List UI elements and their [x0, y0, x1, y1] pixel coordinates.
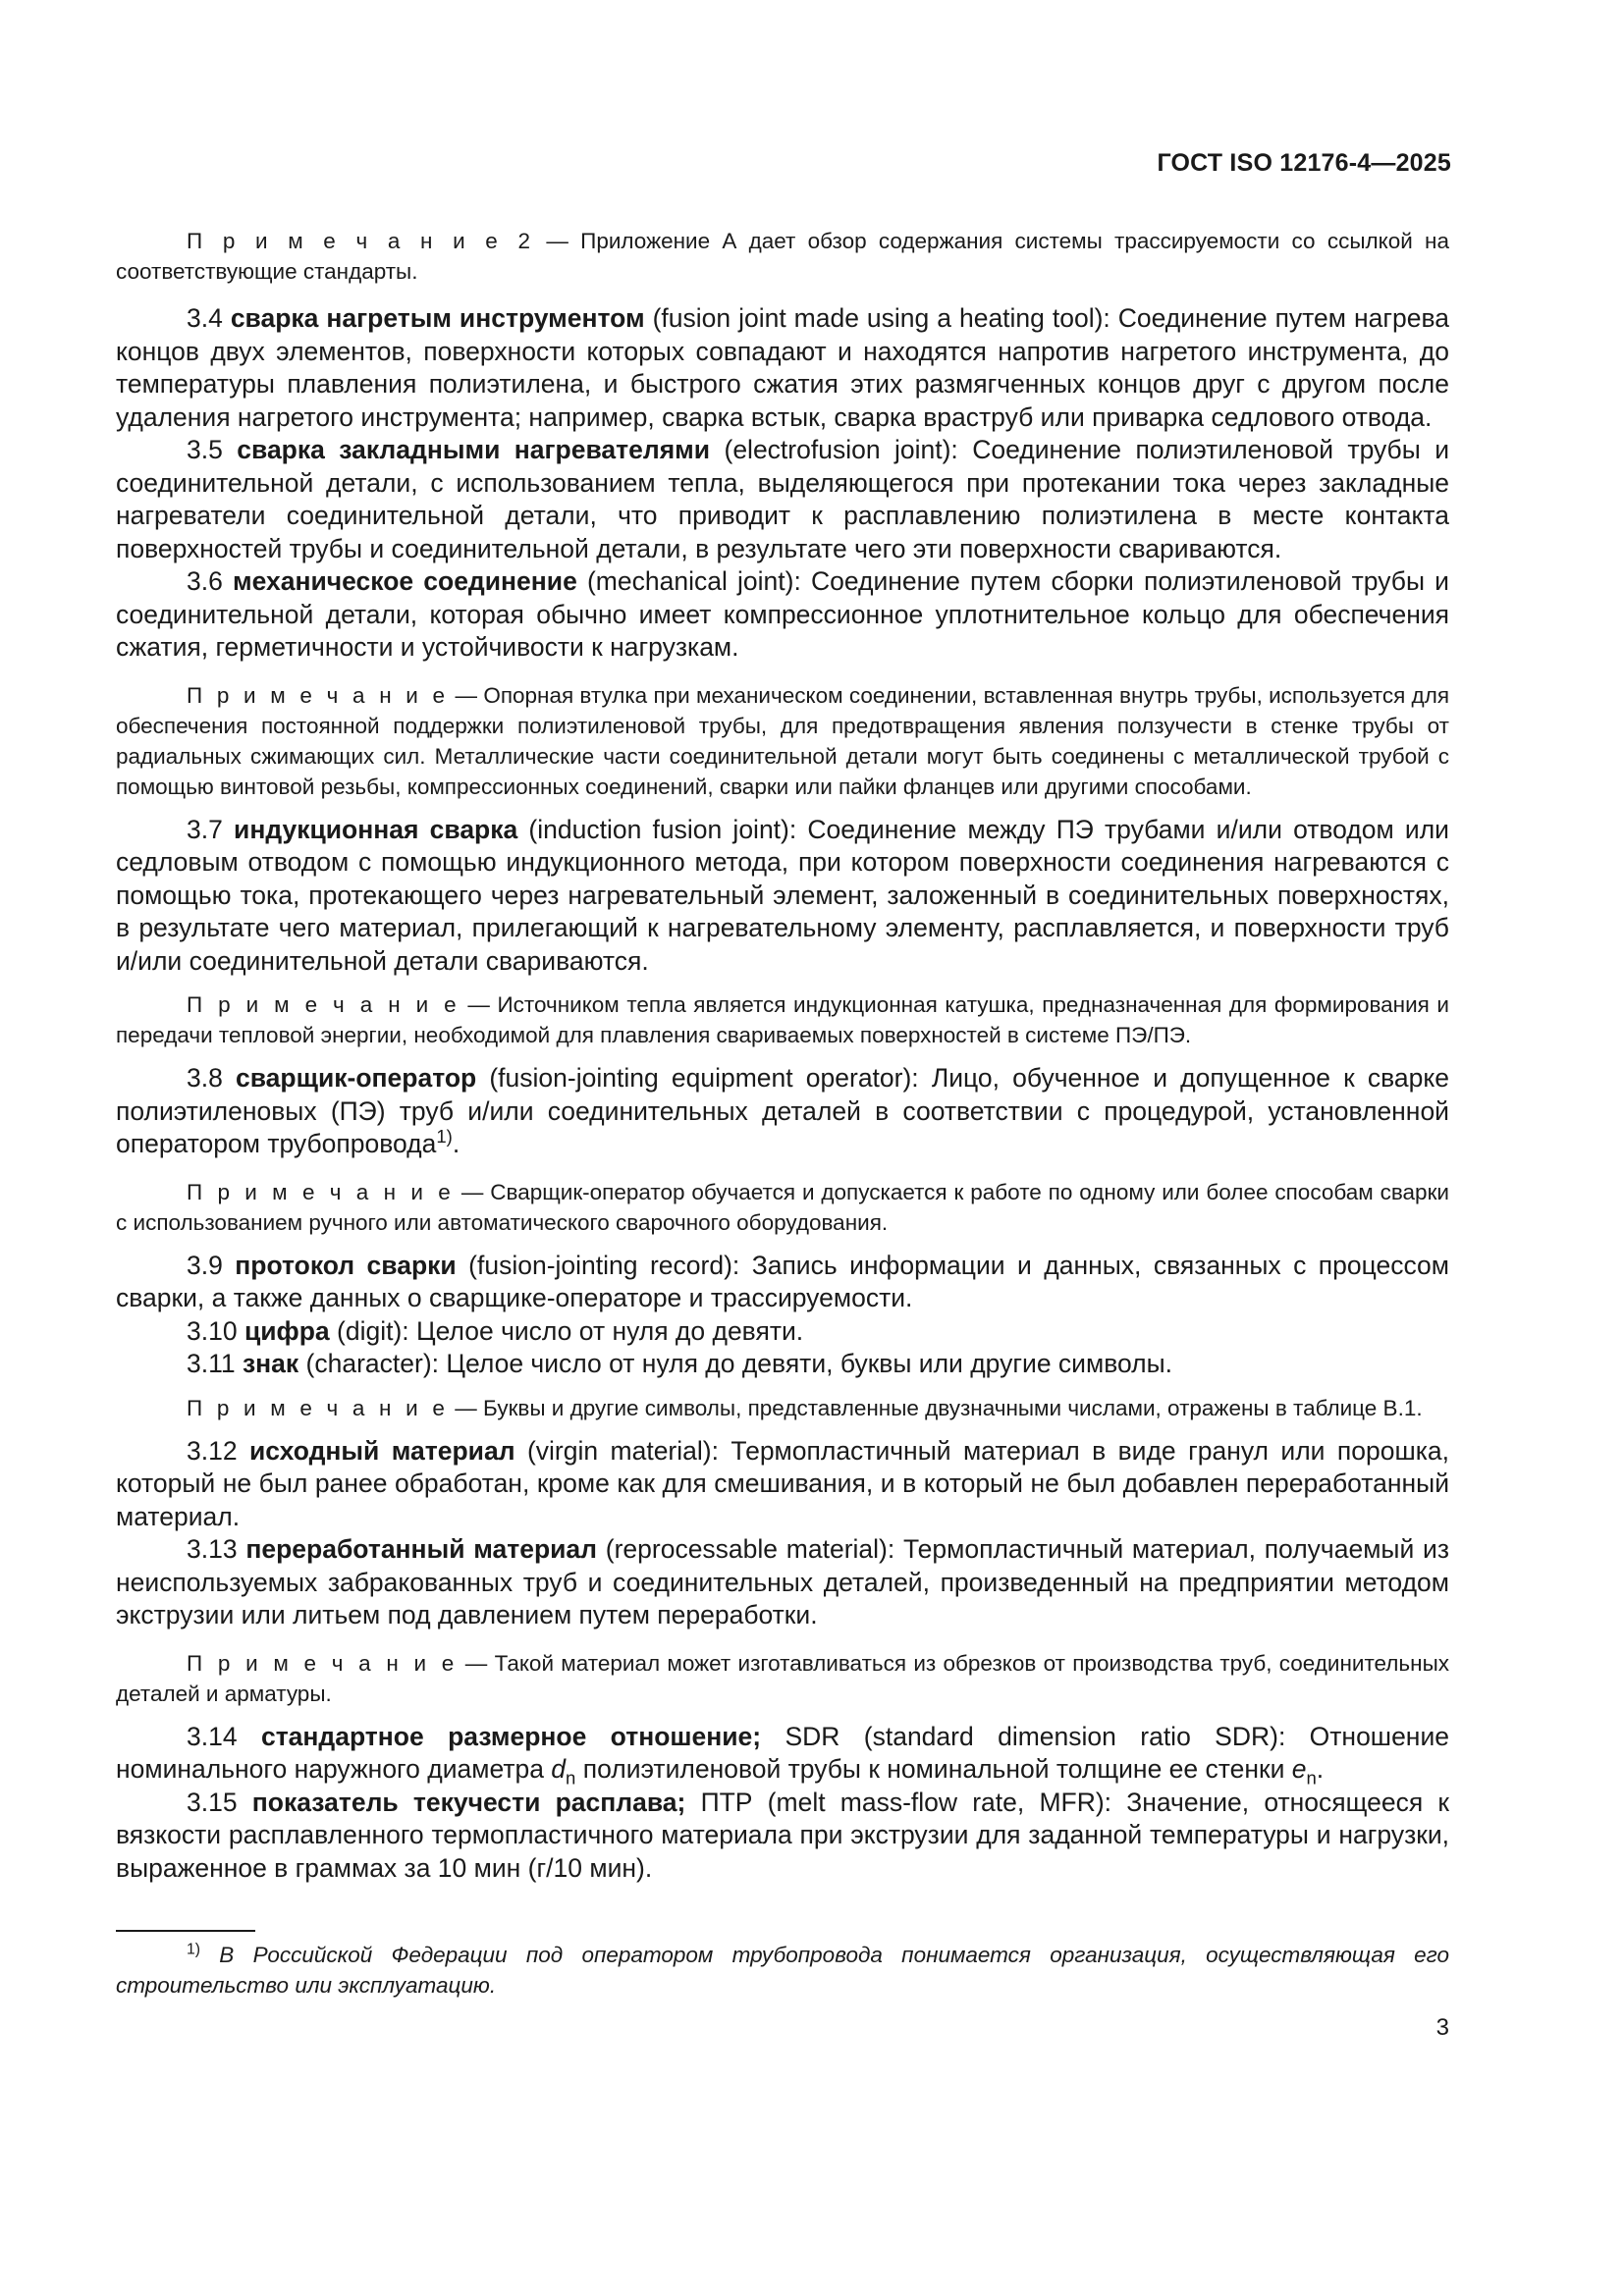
term-name: сварщик-оператор: [236, 1063, 477, 1093]
term-3-15: [116, 1787, 1449, 1886]
term-number: 3.4: [187, 303, 231, 333]
note-text: — Такой материал может изготавливаться из обрезков от производства труб, соединительных деталей и арматуры.: [116, 1650, 1450, 1706]
term-number: 3.5: [187, 435, 238, 464]
note-3-7: [116, 989, 1449, 1050]
term-3-4: [116, 302, 1449, 434]
term-number: 3.10: [187, 1315, 244, 1346]
term-name: сварка закладными нагревателями: [237, 435, 711, 464]
note-3-11: [116, 1393, 1449, 1423]
term-number: 3.7: [187, 814, 235, 844]
symbol-d: d: [551, 1754, 567, 1784]
footnote-mark: 1): [187, 1941, 201, 1958]
document-body: [116, 226, 1449, 1885]
term-number: 3.14: [187, 1721, 261, 1751]
note-label: П р и м е ч а н и е: [187, 1650, 459, 1676]
footnote-text: В Российской Федерации под оператором трубопровода понимается организация, осуществляющая его строительство или эксплуатацию.: [116, 1943, 1449, 1998]
term-tail: .: [1316, 1754, 1325, 1784]
term-name: цифра: [244, 1315, 330, 1346]
term-definition: (virgin material): Термопластичный материал в виде гранул или порошка, который не был ранее обработан, кроме как для смешивания, и в который не был добавлен переработанный материал.: [116, 1435, 1449, 1531]
note-text: — Сварщик-оператор обучается и допускается к работе по одному или более способам сварки с использованием ручного или автоматического сварочного оборудования.: [116, 1179, 1449, 1235]
term-number: 3.8: [187, 1063, 236, 1093]
term-definition: (digit): Целое число от нуля до девяти.: [329, 1315, 804, 1346]
term-definition: ПТР (melt mass-flow rate, MFR): Значение, относящееся к вязкости расплавленного термопластичного материала при экструзии для заданной температуры и нагрузки, выраженное в граммах за 10 мин (г/10 мин).: [116, 1787, 1449, 1883]
note-2: [116, 226, 1449, 287]
term-name: показатель текучести расплава;: [251, 1787, 686, 1817]
footnote-divider: [116, 1930, 255, 1932]
term-3-6: [116, 565, 1449, 665]
term-number: 3.11: [187, 1349, 243, 1378]
term-name: исходный материал: [249, 1435, 515, 1466]
note-text: — Приложение А дает обзор содержания системы трассируемости со ссылкой на соответствующие стандарты.: [116, 229, 1449, 284]
term-3-13: [116, 1533, 1449, 1632]
term-3-8: [116, 1062, 1449, 1161]
note-text: — Опорная втулка при механическом соединении, вставленная внутрь трубы, используется для обеспечения постоянной поддержки полиэтиленовой трубы, для предотвращения явления ползучести в стенке трубы от радиальных сжимающих сил. Металлические части соединительной детали могут быть соединены с металлической трубой с помощью винтовой резьбы, компрессионных соединений, сварки или пайки фланцев или другими способами.: [116, 682, 1449, 799]
term-definition: (electrofusion joint): Соединение полиэтиленовой трубы и соединительной детали, с использованием тепла, выделяющегося при протекании тока через закладные нагреватели соединительной детали, что приводит к расплавлению полиэтилена в месте контакта поверхностей трубы и соединительной детали, в результате чего эти поверхности свариваются.: [116, 435, 1449, 563]
term-definition: (fusion-jointing equipment operator): Лицо, обученное и допущенное к сварке полиэтиленовых (ПЭ) труб и/или соединительных деталей в соответствии с процедурой, установленной оператором трубопровода: [116, 1063, 1449, 1158]
term-number: 3.13: [187, 1534, 246, 1564]
term-name: механическое соединение: [233, 566, 577, 596]
note-label: П р и м е ч а н и е: [187, 1395, 450, 1420]
note-3-6: [116, 680, 1449, 802]
term-3-5: [116, 434, 1449, 565]
term-definition: SDR (standard dimension ratio SDR): Отношение номинального наружного диаметра: [116, 1721, 1449, 1784]
term-3-11: [116, 1348, 1449, 1381]
note-text: — Буквы и другие символы, представленные двузначными числами, отражены в таблице В.1.: [449, 1395, 1423, 1420]
term-name: стандартное размерное отношение;: [260, 1721, 762, 1751]
note-label: П р и м е ч а н и е 2: [187, 229, 535, 253]
symbol-e: e: [1291, 1754, 1307, 1784]
subscript-n: n: [1306, 1767, 1317, 1789]
term-definition: (character): Целое число от нуля до девяти, буквы или другие символы.: [298, 1349, 1173, 1378]
page-number: 3: [1435, 2014, 1449, 2041]
term-name: протокол сварки: [235, 1250, 457, 1280]
note-label: П р и м е ч а н и е: [187, 1179, 455, 1204]
note-label: П р и м е ч а н и е: [187, 992, 460, 1017]
term-number: 3.6: [187, 566, 233, 596]
note-3-13: [116, 1648, 1449, 1709]
term-3-7: [116, 814, 1449, 979]
term-name: переработанный материал: [245, 1534, 597, 1564]
term-definition: (induction fusion joint): Соединение между ПЭ трубами и/или отводом или седловым отводом с помощью индукционного метода, при котором поверхности соединения нагреваются с помощью тока, протекающего через нагревательный элемент, заложенный в соединительных поверхностях, в результате чего материал, прилегающий к нагревательному элементу, расплавляется, и поверхности труб и/или соединительной детали свариваются.: [116, 814, 1449, 976]
term-definition: (reprocessable material): Термопластичный материал, получаемый из неиспользуемых забракованных труб и соединительных деталей, произведенный на предприятии методом экструзии или литьем под давлением путем переработки.: [116, 1534, 1449, 1629]
term-definition: (mechanical joint): Соединение путем сборки полиэтиленовой трубы и соединительной детали, которая обычно имеет компрессионное уплотнительное кольцо для обеспечения сжатия, герметичности и устойчивости к нагрузкам.: [116, 566, 1449, 662]
term-name: знак: [242, 1349, 299, 1378]
term-3-14: [116, 1721, 1449, 1787]
note-label: П р и м е ч а н и е: [187, 682, 450, 708]
term-definition: (fusion joint made using a heating tool): Соединение путем нагрева концов двух элементов, поверхности которых совпадают и находятся напротив нагретого инструмента, до температуры плавления полиэтилена, и быстрого сжатия этих размягченных концов друг с другом после удаления нагретого инструмента; например, сварка встык, сварка враструб или приварка седлового отвода.: [116, 303, 1449, 432]
term-definition-cont: полиэтиленовой трубы к номинальной толщине ее стенки: [575, 1754, 1292, 1784]
term-3-9: [116, 1250, 1449, 1315]
term-name: сварка нагретым инструментом: [230, 303, 645, 333]
footnote-reference[interactable]: 1): [436, 1126, 453, 1148]
term-tail: .: [452, 1129, 460, 1158]
term-definition: (fusion-jointing record): Запись информации и данных, связанных с процессом сварки, а также данных о сварщике-операторе и трассируемости.: [116, 1250, 1450, 1312]
term-number: 3.12: [187, 1435, 249, 1466]
subscript-n: n: [566, 1767, 576, 1789]
term-3-10: [116, 1315, 1449, 1349]
note-3-8: [116, 1177, 1449, 1238]
term-3-12: [116, 1435, 1449, 1534]
term-name: индукционная сварка: [234, 814, 518, 844]
term-number: 3.9: [187, 1250, 236, 1280]
term-number: 3.15: [187, 1787, 252, 1817]
document-id-header: ГОСТ ISO 12176-4—2025: [1157, 149, 1451, 177]
footnote: [116, 1940, 1449, 2001]
note-text: — Источником тепла является индукционная катушка, предназначенная для формирования и передачи тепловой энергии, необходимой для плавления свариваемых поверхностей в системе ПЭ/ПЭ.: [116, 992, 1449, 1047]
